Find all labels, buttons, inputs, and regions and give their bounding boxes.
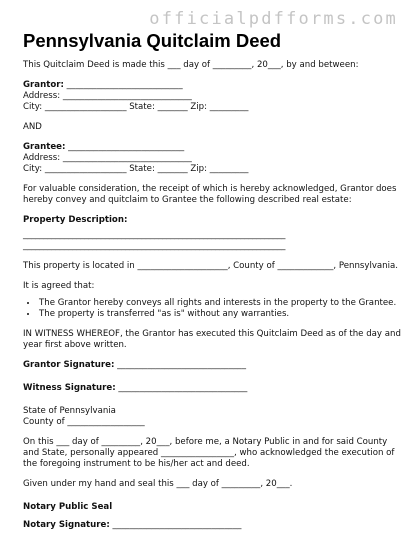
notary-paragraph: On this ___ day of _________, 20___, before me, a Notary Public in and for said County and State, personally appeared _________________, who acknowledged the execution of the foregoing instrument to be his/her act and deed. <box>23 437 395 469</box>
notary-seal-line <box>23 502 403 513</box>
location-paragraph: This property is located in _____________________, County of _____________, Pennsylvania. <box>23 261 399 271</box>
document-page <box>23 30 403 531</box>
state-line: State of Pennsylvania <box>23 406 116 416</box>
grantor-signature-line <box>23 360 403 371</box>
property-section <box>23 215 403 252</box>
grantor-label: Grantor: <box>23 80 64 90</box>
witness-signature-line <box>23 383 403 394</box>
agreement-item: • The property is transferred "as is" without any warranties. <box>38 309 403 320</box>
property-label: Property Description: <box>23 215 128 225</box>
agreements-list <box>23 298 403 320</box>
intro-paragraph: This Quitclaim Deed is made this ___ day of _________, 20___, by and between: <box>23 60 359 70</box>
grantee-label: Grantee: <box>23 142 66 152</box>
grantor-city-line: City: ___________________ State: _______ Zip: _________ <box>23 102 249 112</box>
notary-signature-line <box>23 520 403 531</box>
grantor-section <box>23 80 403 113</box>
property-line-1: ________________________________________________________________ <box>23 230 286 240</box>
county-line: County of __________________ <box>23 417 145 427</box>
notary-venue <box>23 406 403 428</box>
grantee-city-line: City: ___________________ State: _______ Zip: _________ <box>23 164 249 174</box>
witness-signature-label: Witness Signature: <box>23 383 116 393</box>
grantor-name-line <box>23 80 403 91</box>
and-text: AND <box>23 122 42 132</box>
grantor-signature-blank: ______________________________ <box>114 360 247 370</box>
property-line-2: ________________________________________________________________ <box>23 241 286 251</box>
document-title: Pennsylvania Quitclaim Deed <box>23 30 282 51</box>
grantee-address-line: Address: ______________________________ <box>23 153 192 163</box>
grantor-signature-label: Grantor Signature: <box>23 360 115 370</box>
grantee-name-line <box>23 142 403 153</box>
grantee-name-blank: ___________________________ <box>65 142 185 152</box>
notary-seal-label: Notary Public Seal <box>23 502 113 512</box>
property-label-line <box>23 215 403 226</box>
grantor-address-line: Address: ______________________________ <box>23 91 192 101</box>
grantor-name-blank: ___________________________ <box>63 80 183 90</box>
notary-signature-blank: ______________________________ <box>109 520 242 530</box>
agreed-intro: It is agreed that: <box>23 281 95 291</box>
witness-whereof-paragraph: IN WITNESS WHEREOF, the Grantor has executed this Quitclaim Deed as of the day and year first above written. <box>23 329 401 350</box>
grantee-section <box>23 142 403 175</box>
notary-signature-label: Notary Signature: <box>23 520 110 530</box>
consideration-paragraph: For valuable consideration, the receipt of which is hereby acknowledged, Grantor does hereby convey and quitclaim to Grantee the following described real estate: <box>23 184 397 205</box>
witness-signature-blank: ______________________________ <box>115 383 248 393</box>
agreement-item: • The Grantor hereby conveys all rights and interests in the property to the Grantee. <box>38 298 403 309</box>
watermark: officialpdfforms.com <box>149 9 398 29</box>
given-paragraph: Given under my hand and seal this ___ day of _________, 20___. <box>23 479 293 489</box>
